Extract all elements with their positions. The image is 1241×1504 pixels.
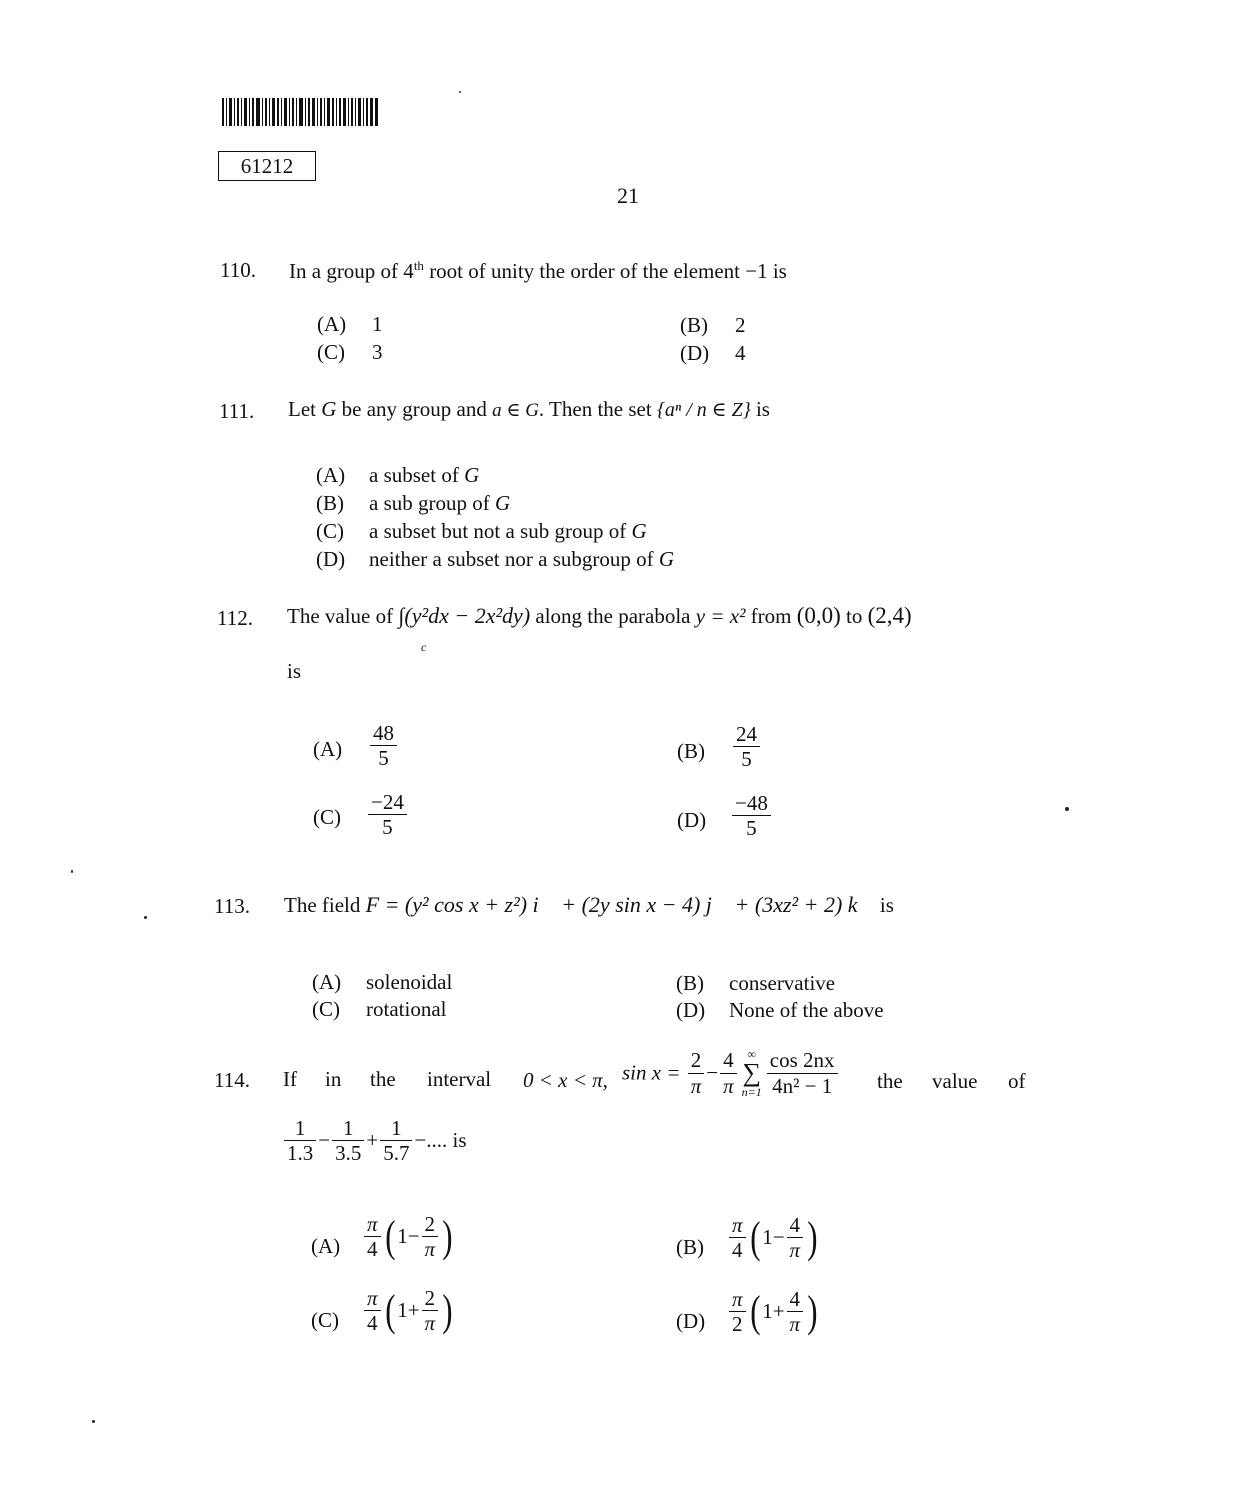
option-value: $\frac{\pi}{4}$ ( 1− $\frac{2}{\pi}$ ) bbox=[362, 1212, 455, 1261]
question-number: 113. bbox=[214, 894, 250, 918]
option-label: (C) bbox=[317, 340, 345, 364]
option-label: (C) bbox=[312, 997, 340, 1021]
option-value: solenoidal bbox=[366, 970, 453, 994]
question-text: In a group of 4th root of unity the order of the element −1 is bbox=[289, 258, 787, 283]
option-label: (B) bbox=[677, 739, 705, 763]
option-value: a subset but not a sub group of G bbox=[369, 519, 647, 543]
question-word: If bbox=[283, 1067, 297, 1091]
option-value: conservative bbox=[729, 971, 836, 995]
question-number: 112. bbox=[217, 606, 253, 630]
scan-speck bbox=[71, 870, 73, 873]
option-value: neither a subset nor a subgroup of G bbox=[369, 547, 675, 571]
scan-speck bbox=[1065, 807, 1069, 811]
option-label: (A) bbox=[311, 1234, 341, 1258]
question-word: value bbox=[932, 1069, 978, 1093]
option-value: 1 bbox=[372, 312, 383, 336]
question-text: The value of ∫(y²dx − 2x²dy) along the parabola y = x² from (0,0) to (2,4) bbox=[287, 603, 912, 628]
question-text: Let G be any group and a ∈ G. Then the set {aⁿ / n ∈ Z} is bbox=[288, 397, 770, 421]
option-value: 2 bbox=[735, 313, 746, 337]
option-value: 4 bbox=[735, 341, 746, 365]
scan-speck bbox=[144, 916, 147, 919]
question-word: interval bbox=[427, 1067, 492, 1091]
option-label: (A) bbox=[312, 970, 342, 994]
option-value: rotational bbox=[366, 997, 447, 1021]
option-value: $\frac{-24}{5}$ bbox=[366, 790, 409, 839]
scan-speck bbox=[92, 1420, 95, 1423]
question-number: 110. bbox=[220, 258, 256, 282]
scan-speck bbox=[459, 91, 461, 93]
option-value: $\frac{\pi}{4}$ ( 1+ $\frac{2}{\pi}$ ) bbox=[362, 1286, 455, 1335]
question-text: The field F = (y² cos x + z²) i⃗ + (2y sin x − 4) j⃗ + (3xz² + 2) k⃗ is bbox=[284, 892, 894, 917]
question-word: the bbox=[877, 1069, 903, 1093]
option-label: (C) bbox=[311, 1308, 339, 1332]
option-label: (D) bbox=[316, 547, 346, 571]
series-line: $\frac{1}{1.3}$ − $\frac{1}{3.5}$ + $\frac{1}{5.7}$ −.... is bbox=[282, 1116, 467, 1165]
option-label: (C) bbox=[316, 519, 344, 543]
option-label: (D) bbox=[680, 341, 710, 365]
option-label: (A) bbox=[313, 737, 343, 761]
option-label: (B) bbox=[316, 491, 344, 515]
option-value: a sub group of G bbox=[369, 491, 511, 515]
question-text-continued: is bbox=[287, 659, 302, 683]
option-label: (B) bbox=[676, 971, 704, 995]
option-label: (A) bbox=[316, 463, 346, 487]
series-expression: sin x = $\frac{2}{\pi}$ − $\frac{4}{\pi}$ ∞ ∑ n=1 $\frac{\cos 2nx}{\text{4n² − 1}}$ bbox=[622, 1048, 840, 1098]
integral-subscript: c bbox=[421, 640, 427, 654]
question-word: of bbox=[1008, 1069, 1026, 1093]
option-label: (D) bbox=[676, 998, 706, 1022]
question-word: in bbox=[325, 1067, 342, 1091]
interval-expr: 0 < x < π, bbox=[523, 1068, 608, 1092]
paper-code-box: 61212 bbox=[218, 151, 316, 181]
option-label: (A) bbox=[317, 312, 347, 336]
question-number: 114. bbox=[214, 1068, 250, 1092]
option-label: (D) bbox=[676, 1309, 706, 1333]
option-value: None of the above bbox=[729, 998, 884, 1022]
question-word: the bbox=[370, 1067, 396, 1091]
option-value: a subset of G bbox=[369, 463, 480, 487]
option-label: (B) bbox=[680, 313, 708, 337]
option-label: (D) bbox=[677, 808, 707, 832]
option-value: $\frac{-48}{5}$ bbox=[730, 791, 773, 840]
option-value: $\frac{24}{5}$ bbox=[731, 722, 762, 771]
option-value: $\frac{\pi}{2}$ ( 1+ $\frac{4}{\pi}$ ) bbox=[727, 1287, 820, 1336]
question-number: 111. bbox=[219, 399, 255, 423]
page-number: 21 bbox=[617, 183, 639, 208]
option-value: $\frac{48}{5}$ bbox=[368, 721, 399, 770]
option-label: (B) bbox=[676, 1235, 704, 1259]
option-label: (C) bbox=[313, 805, 341, 829]
option-value: 3 bbox=[372, 340, 383, 364]
option-value: $\frac{\pi}{4}$ ( 1− $\frac{4}{\pi}$ ) bbox=[727, 1213, 820, 1262]
barcode bbox=[222, 98, 378, 126]
